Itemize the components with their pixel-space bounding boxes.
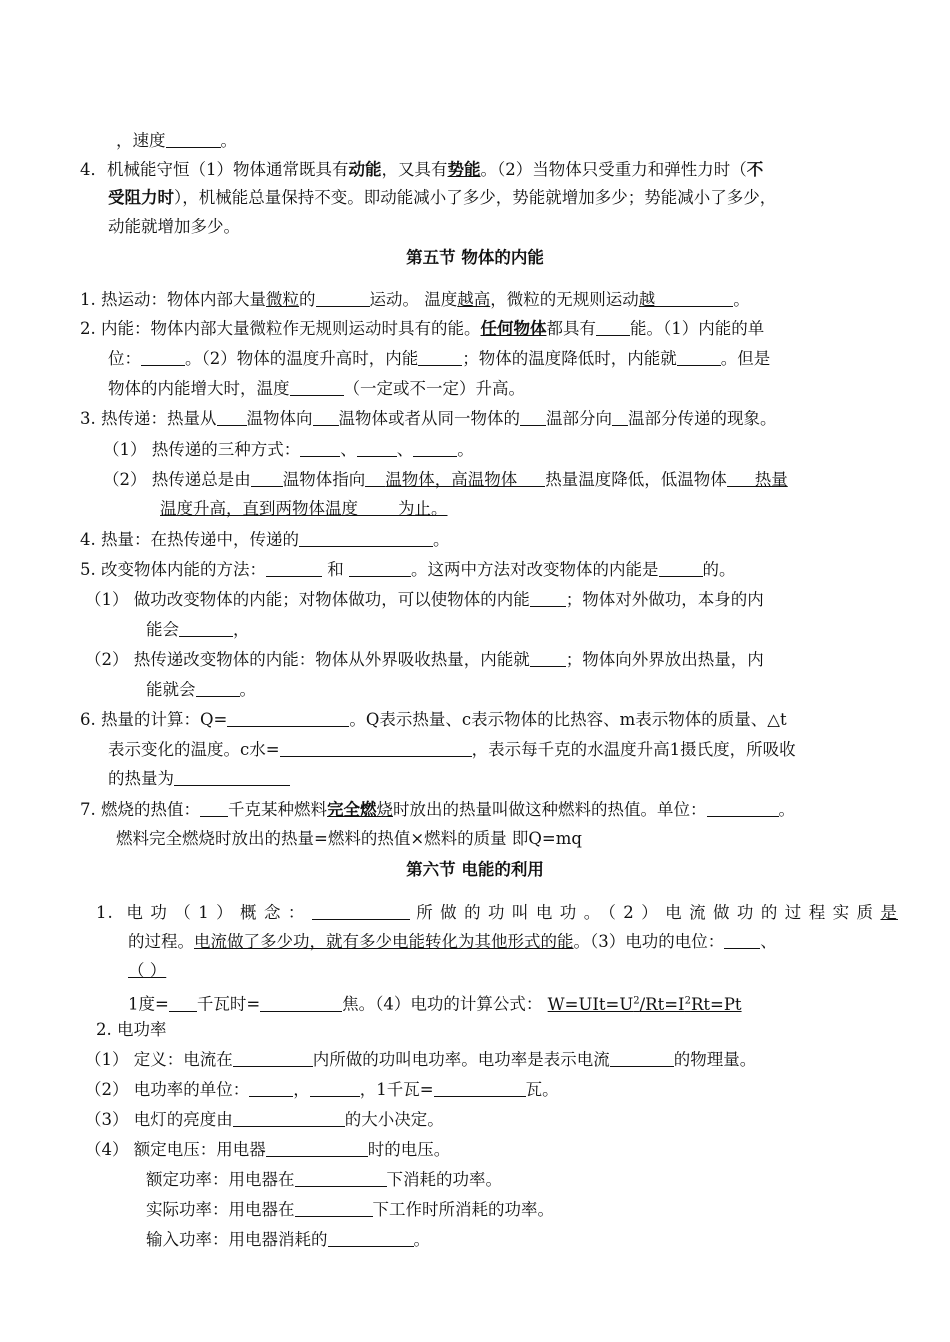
blank	[316, 290, 370, 307]
blank	[166, 131, 221, 148]
text: 动能就增加多少。	[108, 217, 240, 236]
text: 1度=	[128, 994, 169, 1014]
power-item-1-line-2	[128, 931, 777, 953]
underlined-text: 越	[638, 290, 656, 309]
underlined-text: （ ）	[128, 961, 167, 980]
text: ；物体的温度降低时，内能就	[462, 349, 677, 368]
blank	[517, 470, 545, 487]
text: （1） 热传递的三种方式：	[103, 440, 301, 459]
item-5-sub-1-cont	[146, 619, 250, 641]
section-heading-6: 第六节 电能的利用	[406, 860, 544, 879]
text: 。	[433, 530, 450, 549]
text: 下消耗的功率。	[386, 1170, 502, 1189]
blank	[530, 590, 566, 607]
text: ，表示每千克的水温度升高1摄氏度，所吸收	[471, 740, 796, 759]
power-item-1-unit	[128, 960, 166, 982]
bold-text: 不	[746, 160, 764, 179]
text: （2） 热传递改变物体的内能：物体从外界吸收热量，内能就	[85, 650, 530, 669]
text: 5. 改变物体内能的方法：	[80, 560, 266, 579]
blank	[169, 995, 197, 1012]
text: 1. 电功（1）概念：	[96, 903, 312, 922]
superscript: 2	[684, 995, 691, 1006]
blank	[520, 409, 546, 426]
blank	[349, 560, 411, 577]
power-item-1	[96, 902, 898, 924]
blank	[596, 319, 630, 336]
power-item-2-sub-1	[85, 1049, 756, 1071]
superscript: 2	[633, 995, 640, 1006]
text: 的大小决定。	[344, 1110, 444, 1129]
power-item-2	[96, 1019, 167, 1041]
text: 1. 热运动：物体内部大量	[80, 290, 266, 309]
blank	[266, 560, 322, 577]
power-item-1-line-4	[128, 990, 742, 1016]
blank	[217, 409, 247, 426]
text: （1） 做功改变物体的内能；对物体做功，可以使物体的内能	[85, 590, 530, 609]
text: 都具有	[546, 319, 596, 338]
text: 的。	[702, 560, 736, 579]
text: 、	[396, 440, 414, 459]
text: 。（3）电功的电位：	[573, 932, 725, 951]
item-3-sub-1	[103, 439, 474, 461]
text: ；物体对外做功，本身的内	[565, 590, 764, 609]
text: 。（2）物体的温度升高时，内能	[185, 349, 419, 368]
text: 运动。 温度	[369, 290, 458, 309]
text: 的热量为	[108, 769, 174, 788]
item-5-sub-2-cont	[146, 679, 256, 701]
text: 温部分传递的现象。	[628, 409, 777, 428]
item-1	[80, 289, 750, 311]
item-2-line-2	[108, 348, 770, 370]
power-item-2-sub-4	[85, 1139, 450, 1161]
blank	[299, 530, 433, 547]
text: 额定功率：用电器在	[146, 1170, 295, 1189]
underlined-text: 越高	[457, 290, 491, 309]
underlined-text: 为止。	[398, 499, 448, 518]
blank	[530, 650, 566, 667]
blank	[141, 349, 185, 366]
underlined-text: 热量	[754, 470, 788, 489]
blank	[266, 1140, 368, 1157]
underlined-text: 烧	[376, 800, 393, 819]
text: 表示变化的温度。c水=	[108, 740, 280, 759]
bold-text: 动能	[348, 160, 382, 179]
text: 4．机械能守恒（1）物体通常既具有	[80, 160, 349, 179]
blank	[677, 349, 721, 366]
item-5-sub-1	[85, 589, 764, 611]
section-heading-5: 第五节 物体的内能	[406, 248, 544, 267]
blank	[365, 470, 385, 487]
text: 、	[760, 932, 777, 951]
blank	[310, 1080, 360, 1097]
text: 位：	[108, 349, 141, 368]
text: 燃料完全燃烧时放出的热量=燃料的热值×燃料的质量 即Q=mq	[116, 829, 582, 848]
text: ；物体向外界放出热量，内	[565, 650, 764, 669]
bold-text: 受阻力时	[108, 188, 174, 207]
text: 千瓦时=	[196, 994, 261, 1014]
text: 。这两中方法对改变物体的内能是	[411, 560, 659, 579]
blank	[707, 800, 779, 817]
blank	[358, 499, 398, 516]
text: 2. 电功率	[96, 1020, 167, 1039]
line-mech-1	[80, 159, 763, 181]
text: 。（2）当物体只受重力和弹性力时（	[480, 160, 747, 179]
line-speed: ，速度 。	[116, 131, 237, 150]
blank	[251, 470, 283, 487]
text: （2） 热传递总是由	[103, 470, 251, 489]
text: 4. 热量：在热传递中，传递的	[80, 530, 299, 549]
blank	[280, 740, 472, 757]
text: （4） 额定电压：用电器	[85, 1140, 266, 1159]
blank	[233, 1110, 345, 1127]
item-6-line-3	[108, 768, 290, 790]
text: ，	[233, 620, 250, 639]
text: 温物体向	[246, 409, 313, 428]
work-formula	[548, 995, 742, 1014]
text: 。	[413, 1230, 430, 1249]
blank	[610, 1050, 674, 1067]
underlined-text: 电流做了多少功，就有多少电能转化为其他形式的能	[194, 932, 574, 951]
underlined-text: 温物体，高温物体	[385, 470, 518, 489]
text: /Rt=I	[639, 994, 685, 1014]
blank	[328, 1230, 414, 1247]
line-mech-2	[108, 187, 776, 209]
text: 所做的功叫电功。（2）电流做功的过程实质	[409, 903, 881, 922]
item-4	[80, 529, 450, 551]
rated-power	[146, 1169, 502, 1191]
text: 下工作时所消耗的功率。	[372, 1200, 554, 1219]
text: 。	[239, 680, 256, 699]
text: 3. 热传递：热量从	[80, 409, 217, 428]
blank	[659, 560, 703, 577]
text: 焦。（4）电功的计算公式：	[342, 994, 543, 1014]
text: 7. 燃烧的热值：	[80, 800, 200, 819]
line-mech-3	[108, 216, 240, 238]
text: 时的电压。	[367, 1140, 451, 1159]
text: 热量温度降低，低温物体	[545, 470, 727, 489]
blank	[313, 409, 339, 426]
text: ，	[293, 1080, 310, 1099]
text: 输入功率：用电器消耗的	[146, 1230, 328, 1249]
text: 能就会	[146, 680, 196, 699]
text: 能。（1）内能的单	[630, 319, 765, 338]
text: （3） 电灯的亮度由	[85, 1110, 233, 1129]
blank	[300, 440, 340, 457]
text: ），机械能总量保持不变。即动能减小了多少，势能就增加多少；势能减小了多少，	[174, 188, 777, 207]
blank	[418, 349, 462, 366]
blank	[295, 1200, 373, 1217]
underlined-text: 是	[880, 903, 898, 922]
blank	[179, 620, 233, 637]
power-item-2-sub-3	[85, 1109, 444, 1131]
text: 瓦。	[525, 1080, 559, 1099]
item-6	[80, 709, 787, 731]
text: 温物体或者从同一物体的	[338, 409, 520, 428]
text: ，速度	[116, 131, 166, 150]
blank	[249, 1080, 293, 1097]
blank	[357, 440, 397, 457]
item-3-sub-2-cont	[160, 498, 448, 520]
bold-text: 任何物体	[480, 319, 547, 338]
item-3	[80, 408, 777, 430]
blank	[612, 409, 628, 426]
text: ，1千瓦=	[359, 1080, 434, 1099]
blank	[413, 440, 457, 457]
underlined-text: 温度升高，直到两物体温度	[160, 499, 358, 518]
blank	[260, 995, 342, 1012]
blank	[200, 800, 228, 817]
text: 时放出的热量叫做这种燃料的热值。单位：	[393, 800, 707, 819]
item-2-line-3	[108, 378, 525, 400]
text: Rt=Pt	[690, 994, 742, 1014]
underlined-text: 微粒	[266, 290, 299, 309]
item-7-line-2	[116, 828, 582, 850]
blank	[233, 1050, 313, 1067]
text: 和	[327, 560, 344, 579]
blank	[227, 710, 349, 727]
text: ，微粒的无规则运动	[490, 290, 639, 309]
text: 能会	[146, 620, 179, 639]
bold-text: 完全燃	[327, 800, 377, 819]
text: 的过程。	[128, 932, 194, 951]
text: 的物理量。	[673, 1050, 757, 1069]
power-item-2-sub-2	[85, 1079, 559, 1101]
blank	[196, 680, 240, 697]
text: 物体的内能增大时，温度	[108, 379, 290, 398]
text: 。Q表示热量、c表示物体的比热容、m表示物体的质量、△t	[349, 710, 787, 729]
item-6-line-2	[108, 739, 796, 761]
text: W=UIt=U	[547, 994, 634, 1014]
text: （1） 定义：电流在	[85, 1050, 233, 1069]
bold-text: 势能	[447, 160, 481, 179]
input-power	[146, 1229, 430, 1251]
text: 温部分向	[546, 409, 612, 428]
text: 6. 热量的计算：Q=	[80, 710, 228, 729]
blank	[434, 1080, 526, 1097]
text: 。	[733, 290, 750, 309]
text: 实际功率：用电器在	[146, 1200, 295, 1219]
item-7	[80, 799, 795, 821]
item-5	[80, 559, 736, 581]
blank	[724, 932, 760, 949]
item-5-sub-2	[85, 649, 764, 671]
blank	[174, 769, 290, 786]
text: 2. 内能：物体内部大量微粒作无规则运动时具有的能。	[80, 319, 481, 338]
text: 内所做的功叫电功率。电功率是表示电流	[312, 1050, 610, 1069]
text: 。	[457, 440, 474, 459]
item-3-sub-2	[103, 469, 788, 491]
blank	[655, 290, 733, 307]
blank	[290, 379, 344, 396]
text: 、	[340, 440, 357, 459]
text: 的	[299, 290, 316, 309]
text: 。但是	[720, 349, 771, 368]
text: （一定或不一定）升高。	[343, 379, 525, 398]
item-2	[80, 318, 764, 340]
text: 温物体指向	[282, 470, 366, 489]
text: ，又具有	[381, 160, 448, 179]
text: 。	[778, 800, 795, 819]
blank	[295, 1170, 387, 1187]
text: 千克某种燃料	[228, 800, 327, 819]
blank	[312, 903, 410, 920]
text: （2） 电功率的单位：	[85, 1080, 250, 1099]
actual-power	[146, 1199, 554, 1221]
blank	[727, 470, 755, 487]
